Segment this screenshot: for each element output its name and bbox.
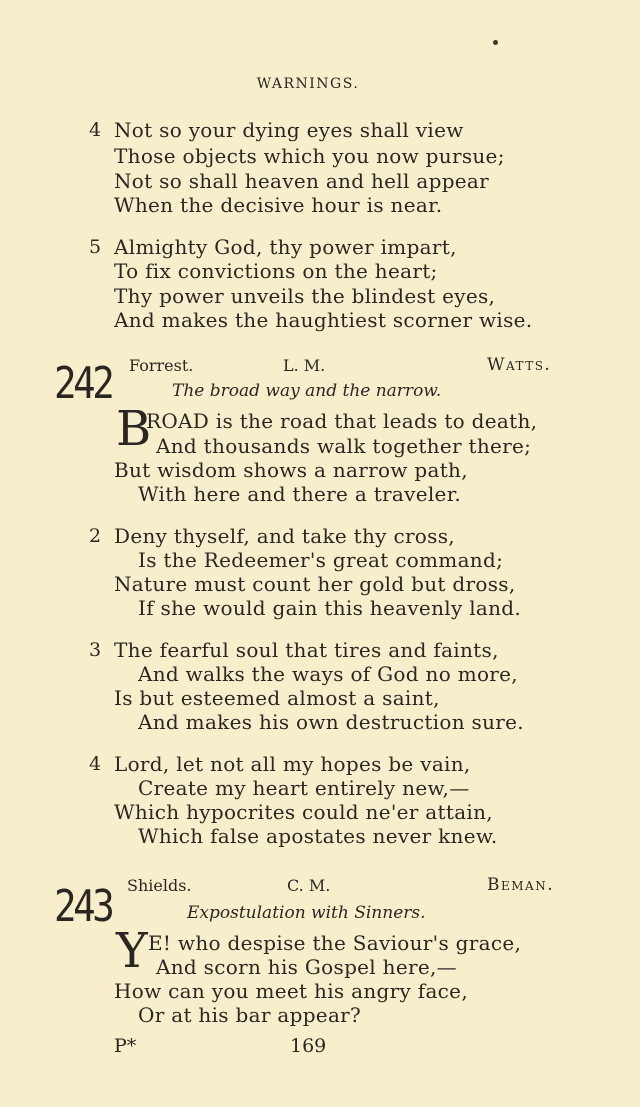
verse-line: Which false apostates never knew. xyxy=(138,824,498,848)
hymn-subtitle: Expostulation with Sinners. xyxy=(187,903,426,923)
verse-number: 2 xyxy=(89,525,102,547)
page-number: 169 xyxy=(290,1035,327,1057)
verse-line: Not so shall heaven and hell appear xyxy=(114,169,490,193)
verse-line: Create my heart entirely new,— xyxy=(138,776,470,800)
verse-line: Or at his bar appear? xyxy=(138,1003,362,1027)
verse-number: 3 xyxy=(89,639,102,661)
printer-signature: P* xyxy=(114,1035,137,1057)
verse-line: E! who despise the Saviour's grace, xyxy=(148,931,522,955)
author: Watts. xyxy=(487,355,552,375)
ink-speck xyxy=(493,40,498,45)
meter: C. M. xyxy=(287,876,331,895)
verse-line: Deny thyself, and take thy cross, xyxy=(114,524,455,548)
hymn-number: 242 xyxy=(54,358,112,409)
tune-name: Forrest. xyxy=(129,356,194,375)
tune-name: Shields. xyxy=(127,876,192,895)
verse-line: To fix convictions on the heart; xyxy=(114,259,438,283)
verse-line: And scorn his Gospel here,— xyxy=(156,955,457,979)
verse-line: With here and there a traveler. xyxy=(138,482,462,506)
verse-line: Nature must count her gold but dross, xyxy=(114,572,516,596)
meter: L. M. xyxy=(283,356,326,375)
verse-line: When the decisive hour is near. xyxy=(114,193,443,217)
verse-line: Is but esteemed almost a saint, xyxy=(114,686,440,710)
verse-line: Not so your dying eyes shall view xyxy=(114,118,464,142)
hymn-subtitle: The broad way and the narrow. xyxy=(172,381,442,401)
author: Beman. xyxy=(487,875,555,895)
verse-line: Thy power unveils the blindest eyes, xyxy=(114,284,496,308)
running-head: WARNINGS. xyxy=(256,76,360,92)
verse-line: ROAD is the road that leads to death, xyxy=(146,409,538,433)
verse-line: Is the Redeemer's great command; xyxy=(138,548,504,572)
verse-line: The fearful soul that tires and faints, xyxy=(114,638,499,662)
verse-line: If she would gain this heavenly land. xyxy=(138,596,522,620)
verse-line: Which hypocrites could ne'er attain, xyxy=(114,800,493,824)
verse-line: Almighty God, thy power impart, xyxy=(114,235,457,259)
verse-line: And makes his own destruction sure. xyxy=(138,710,524,734)
verse-line: And thousands walk together there; xyxy=(156,434,532,458)
verse-line: But wisdom shows a narrow path, xyxy=(114,458,468,482)
verse-line: Those objects which you now pursue; xyxy=(114,144,505,168)
verse-number: 4 xyxy=(89,119,102,141)
drop-capital: B xyxy=(116,401,152,457)
verse-line: And walks the ways of God no more, xyxy=(138,662,518,686)
verse-line: Lord, let not all my hopes be vain, xyxy=(114,752,471,776)
verse-line: How can you meet his angry face, xyxy=(114,979,468,1003)
verse-number: 5 xyxy=(89,236,102,258)
verse-line: And makes the haughtiest scorner wise. xyxy=(114,308,533,332)
verse-number: 4 xyxy=(89,753,102,775)
hymn-number: 243 xyxy=(54,881,112,932)
drop-capital: Y xyxy=(116,923,148,979)
